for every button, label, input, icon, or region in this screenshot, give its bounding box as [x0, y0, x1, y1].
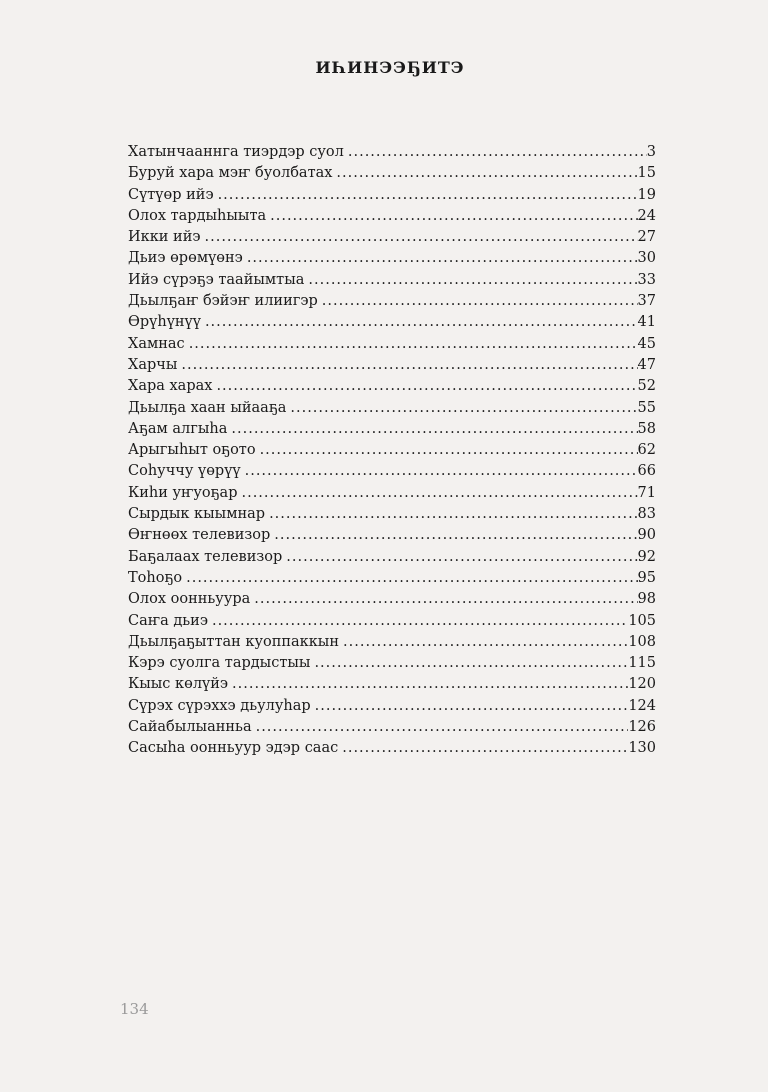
- toc-entry: [128, 698, 656, 719]
- toc-entry-page: 62: [637, 442, 656, 459]
- toc-entry-title: Буруй хара мэҥ буолбатах: [128, 165, 333, 182]
- toc-entry-title: Киһи уҥуоҕар: [128, 484, 238, 501]
- toc-entry-page: 124: [628, 697, 656, 714]
- toc-entry-title: Хамнас: [128, 335, 185, 352]
- toc-entry-title: Ийэ сүрэҕэ таайымтыа: [128, 271, 305, 288]
- leader-dots: [315, 698, 629, 714]
- leader-dots: [205, 314, 638, 330]
- toc-entry: [128, 740, 656, 761]
- toc-entry: [128, 506, 656, 527]
- toc-entry-title: Харчы: [128, 356, 178, 373]
- leader-dots: [212, 613, 628, 629]
- leader-dots: [260, 442, 638, 458]
- leader-dots: [247, 250, 638, 266]
- leader-dots: [348, 144, 647, 160]
- toc-entry: [128, 463, 656, 484]
- toc-entry-title: Сүрэх сүрэххэ дьулуһар: [128, 697, 311, 714]
- toc-entry: [128, 314, 656, 335]
- toc-entry-title: Кэрэ суолга тардыстыы: [128, 655, 311, 672]
- leader-dots: [286, 549, 637, 565]
- toc-entry-page: 120: [628, 676, 656, 693]
- toc-entry-page: 45: [637, 335, 656, 352]
- toc-entry-title: Хара харах: [128, 378, 213, 395]
- toc-entry-title: Сүтүөр ийэ: [128, 186, 214, 203]
- toc-entry-title: Кыыс көлүйэ: [128, 676, 229, 693]
- toc-entry: [128, 229, 656, 250]
- toc-entry-page: 71: [637, 484, 656, 501]
- toc-entry-page: 105: [628, 612, 656, 629]
- toc-entry-title: Олох тардыһыыта: [128, 207, 267, 224]
- leader-dots: [314, 655, 628, 671]
- toc-entry-page: 90: [637, 527, 656, 544]
- toc-entry: [128, 591, 656, 612]
- toc-entry-title: Аҕам алгыһа: [128, 420, 228, 437]
- toc-entry-page: 33: [637, 271, 656, 288]
- toc-entry-page: 83: [637, 506, 656, 523]
- toc-entry-title: Сырдык кыымнар: [128, 506, 266, 523]
- toc-entry: [128, 144, 656, 165]
- toc-entry-title: Икки ийэ: [128, 229, 201, 246]
- leader-dots: [254, 591, 637, 607]
- toc-entry: [128, 400, 656, 421]
- toc-entry: [128, 719, 656, 740]
- toc-entry-title: Хатынчааннга тиэрдэр суол: [128, 144, 344, 160]
- toc-entry-page: 24: [637, 207, 656, 224]
- toc-entry: [128, 485, 656, 506]
- toc-entry: [128, 655, 656, 676]
- toc-entry-page: 95: [637, 569, 656, 586]
- toc-entry: [128, 208, 656, 229]
- leader-dots: [186, 570, 637, 586]
- toc-entry-page: 108: [628, 633, 656, 650]
- leader-dots: [342, 740, 628, 756]
- toc-entry-title: Сайабылыанньа: [128, 719, 252, 736]
- leader-dots: [189, 336, 638, 352]
- leader-dots: [216, 378, 637, 394]
- toc-entry-page: 130: [628, 740, 656, 757]
- toc-entry-page: 55: [637, 399, 656, 416]
- toc-entry-title: Тоһоҕо: [128, 569, 183, 586]
- toc-entry-title: Саҥа дьиэ: [128, 612, 208, 629]
- toc-entry-title: Дьылҕаҥ бэйэҥ илиигэр: [128, 293, 318, 310]
- toc-entry-title: Өрүһүнүү: [128, 314, 201, 331]
- toc-entry: [128, 442, 656, 463]
- toc-entry-page: 98: [637, 591, 656, 608]
- toc-entry-page: 126: [628, 719, 656, 736]
- leader-dots: [308, 272, 637, 288]
- toc-entry-page: 41: [637, 314, 656, 331]
- leader-dots: [274, 527, 637, 543]
- toc-entry: [128, 250, 656, 271]
- toc-entry-title: Өҥнөөх телевизор: [128, 527, 271, 544]
- leader-dots: [270, 208, 637, 224]
- toc-entry: [128, 634, 656, 655]
- toc-entry: [128, 676, 656, 697]
- toc-entry: [128, 378, 656, 399]
- leader-dots: [269, 506, 637, 522]
- toc-entry-title: Баҕалаах телевизор: [128, 548, 283, 565]
- toc-entry-title: Дьиэ өрөмүөнэ: [128, 250, 243, 267]
- leader-dots: [181, 357, 637, 373]
- leader-dots: [290, 400, 637, 416]
- toc-entry-page: 92: [637, 548, 656, 565]
- leader-dots: [343, 634, 628, 650]
- toc-entry-page: 27: [637, 229, 656, 246]
- leader-dots: [232, 676, 628, 692]
- toc-entry-page: 19: [637, 186, 656, 203]
- leader-dots: [256, 719, 629, 735]
- toc-entry: [128, 293, 656, 314]
- page-title: ИҺИНЭЭҔИТЭ: [315, 58, 465, 77]
- toc-entry-page: 66: [637, 463, 656, 480]
- toc-entry: [128, 336, 656, 357]
- toc-entry-page: 30: [637, 250, 656, 267]
- leader-dots: [241, 485, 637, 501]
- page-number: 134: [120, 1000, 149, 1018]
- toc-entry-page: 37: [637, 293, 656, 310]
- toc-entry-page: 52: [637, 378, 656, 395]
- leader-dots: [231, 421, 637, 437]
- toc-entry-page: 3: [646, 144, 656, 160]
- toc-entry: [128, 570, 656, 591]
- toc-entry: [128, 549, 656, 570]
- toc-entry-page: 47: [637, 356, 656, 373]
- toc-entry: [128, 272, 656, 293]
- toc-entry-title: Арыгыһыт оҕото: [128, 442, 256, 459]
- toc-entry-title: Олох оонньуура: [128, 591, 251, 608]
- toc-entry: [128, 187, 656, 208]
- toc-entry: [128, 165, 656, 186]
- table-of-contents: [128, 144, 656, 762]
- toc-entry-page: 15: [637, 165, 656, 182]
- toc-entry: [128, 421, 656, 442]
- toc-entry-page: 115: [628, 655, 656, 672]
- toc-entry-title: Дьылҕаҕыттан куоппаккын: [128, 633, 340, 650]
- toc-entry-page: 58: [637, 420, 656, 437]
- leader-dots: [245, 463, 638, 479]
- leader-dots: [336, 165, 637, 181]
- toc-entry: [128, 357, 656, 378]
- toc-entry-title: Дьылҕа хаан ыйааҕа: [128, 399, 287, 416]
- leader-dots: [205, 229, 638, 245]
- leader-dots: [218, 187, 638, 203]
- leader-dots: [322, 293, 638, 309]
- toc-entry-title: Соһуччу үөрүү: [128, 463, 241, 480]
- toc-entry: [128, 527, 656, 548]
- toc-entry: [128, 613, 656, 634]
- toc-entry-title: Сасыһа оонньуур эдэр саас: [128, 740, 339, 757]
